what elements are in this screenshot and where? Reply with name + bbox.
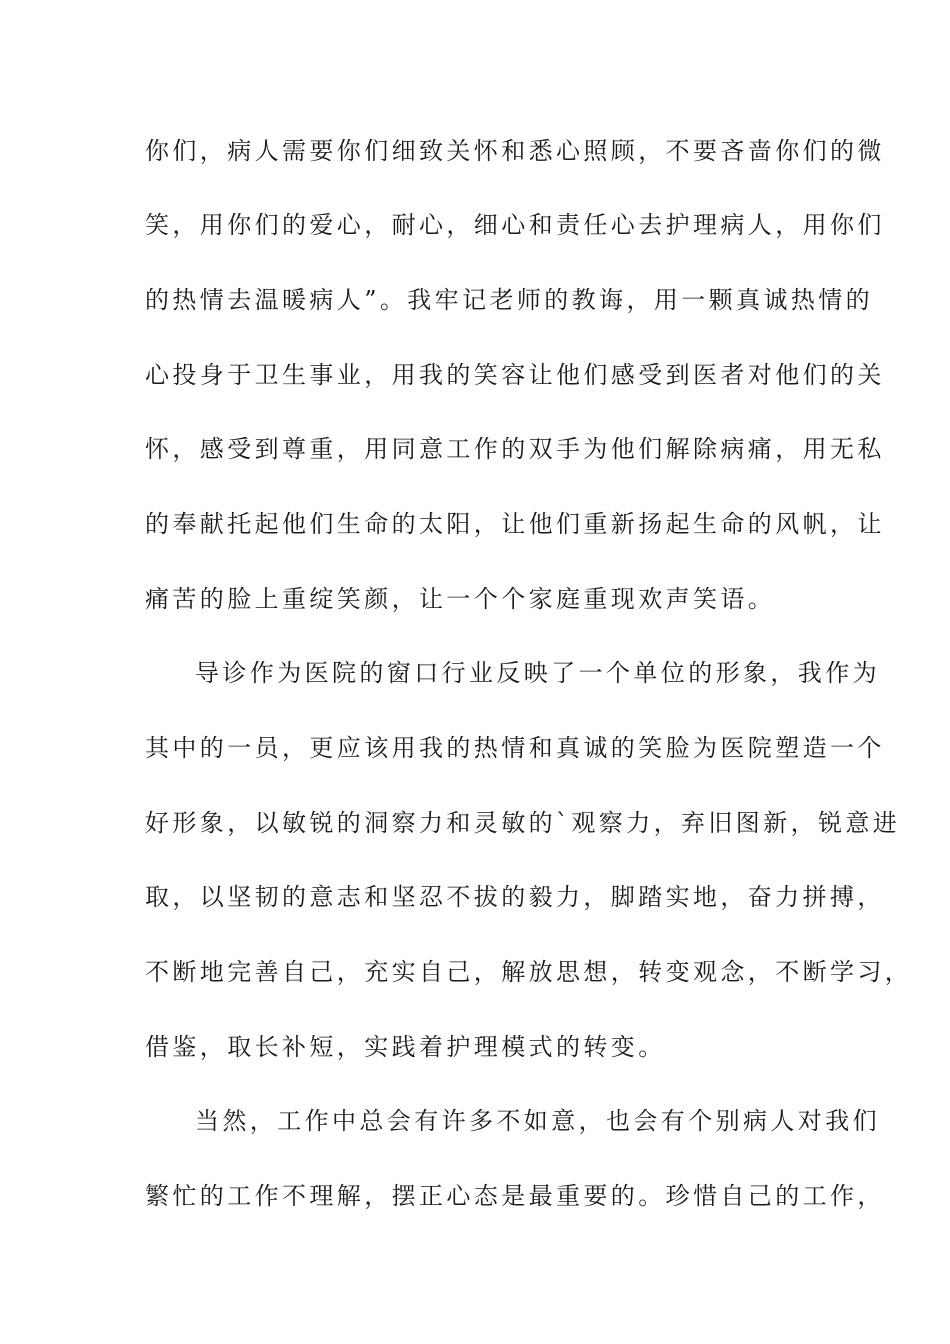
text-line-15: 繁忙的工作不理解，摆正心态是最重要的。珍惜自己的工作， [145, 1182, 885, 1210]
text-line-7: 痛苦的脸上重绽笑颜，让一个个家庭重现欢声笑语。 [145, 585, 776, 613]
text-line-5: 怀，感受到尊重，用同意工作的双手为他们解除病痛，用无私 [145, 435, 885, 463]
text-line-13: 借鉴，取长补短，实践着护理模式的转变。 [145, 1033, 666, 1061]
text-line-11: 取，以坚韧的意志和坚忍不拔的毅力，脚踏实地，奋力拼搏， [145, 883, 885, 911]
text-line-12: 不断地完善自己，充实自己，解放思想，转变观念，不断学习， [145, 958, 913, 986]
text-line-10: 好形象，以敏锐的洞察力和灵敏的`观察力，弃旧图新，锐意进 [145, 809, 901, 837]
text-line-2: 笑，用你们的爱心，耐心，细心和责任心去护理病人，用你们 [145, 211, 885, 239]
paragraph-start-line-14: 当然，工作中总会有许多不如意，也会有个别病人对我们 [195, 1107, 880, 1135]
text-line-1: 你们，病人需要你们细致关怀和悉心照顾，不要吝啬你们的微 [145, 137, 885, 165]
text-line-3: 的热情去温暖病人”。我牢记老师的教诲，用一颗真诚热情的 [145, 286, 874, 314]
text-line-9: 其中的一员，更应该用我的热情和真诚的笑脸为医院塑造一个 [145, 734, 885, 762]
text-line-6: 的奉献托起他们生命的太阳，让他们重新扬起生命的风帆，让 [145, 510, 885, 538]
paragraph-start-line-8: 导诊作为医院的窗口行业反映了一个单位的形象，我作为 [195, 659, 880, 687]
text-line-4: 心投身于卫生事业，用我的笑容让他们感受到医者对他们的关 [145, 361, 885, 389]
